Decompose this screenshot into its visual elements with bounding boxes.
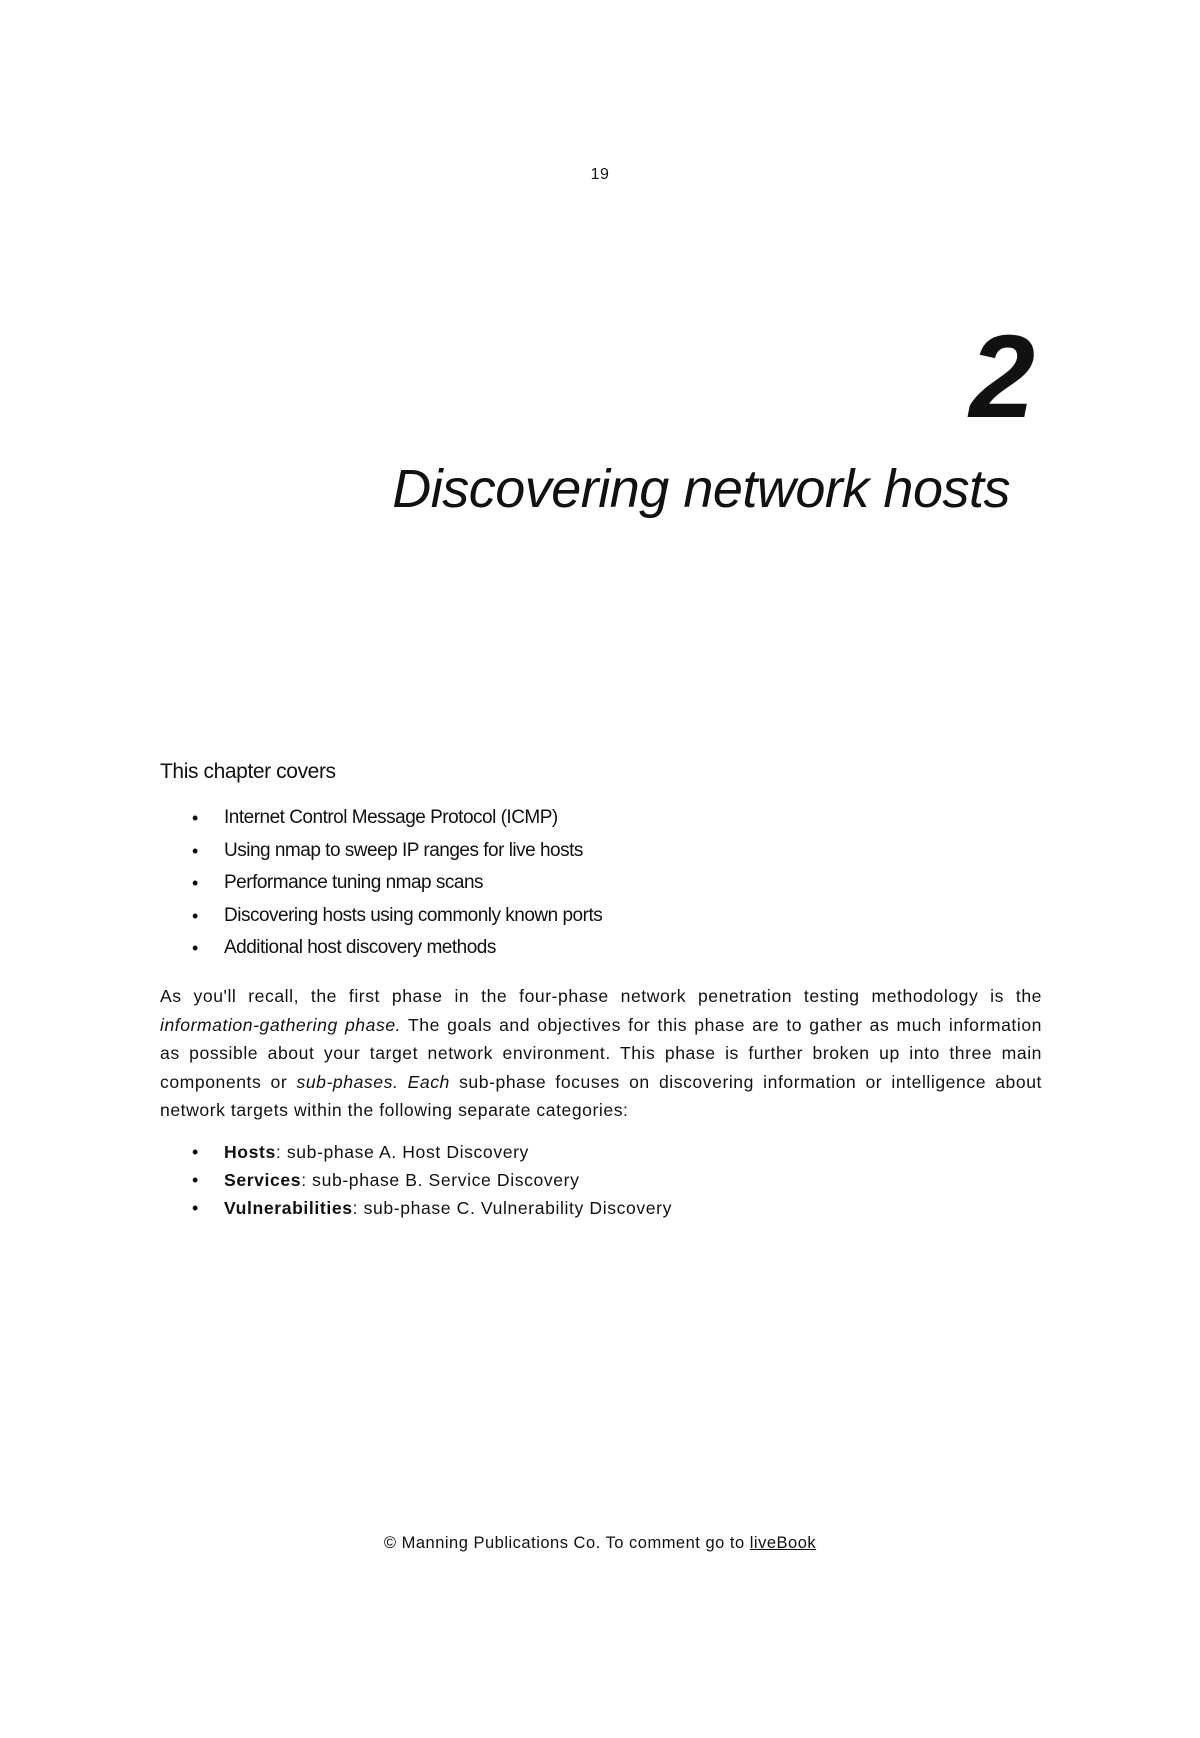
page-footer	[0, 1534, 1200, 1553]
category-label: Hosts	[224, 1142, 276, 1162]
bullet-icon: •	[192, 840, 198, 861]
covers-item-text: Additional host discovery methods	[224, 937, 496, 958]
covers-heading: This chapter covers	[160, 760, 336, 783]
chapter-title: Discovering network hosts	[392, 459, 1010, 519]
bullet-icon: •	[192, 905, 198, 926]
covers-list-item	[160, 802, 1040, 835]
bullet-icon: •	[192, 1170, 199, 1190]
intro-paragraph	[160, 982, 1042, 1125]
category-item	[160, 1166, 672, 1194]
paragraph-emphasis: information-gathering phase.	[160, 1014, 402, 1035]
covers-item-text: Discovering hosts using commonly known ports	[224, 904, 603, 926]
category-item	[160, 1138, 672, 1166]
covers-item-text: Performance tuning nmap scans	[224, 872, 484, 893]
chapter-covers-section	[160, 760, 1040, 965]
bullet-icon: •	[192, 938, 198, 958]
paragraph-text: As you'll recall, the first phase in the four-phase network penetration testing methodology is the	[160, 986, 1042, 1006]
paragraph-text: sub-phase focuses on discovering information or intelligence about network targets within the following separate categories:	[160, 1071, 1043, 1121]
livebook-link[interactable]: liveBook	[749, 1534, 817, 1552]
bullet-icon: •	[192, 1198, 199, 1218]
bullet-icon: •	[192, 1142, 199, 1162]
paragraph-emphasis: sub-phases. Each	[296, 1071, 450, 1092]
category-label: Services	[224, 1170, 302, 1190]
category-text: : sub-phase B. Service Discovery	[301, 1170, 580, 1190]
paragraph-text: The goals and objectives for this phase are to gather as much information as possible about your target network environment. This phase is further broken up into three main components or	[160, 1014, 1042, 1092]
category-item	[160, 1194, 672, 1222]
covers-list-item	[160, 835, 1040, 868]
covers-list-item	[160, 900, 1040, 933]
category-text: : sub-phase C. Vulnerability Discovery	[352, 1198, 673, 1218]
covers-item-text: Internet Control Message Protocol (ICMP)	[224, 807, 558, 828]
covers-list-item	[160, 932, 1040, 965]
bullet-icon: •	[192, 808, 198, 828]
covers-item-text: Using nmap to sweep IP ranges for live hosts	[224, 839, 583, 861]
categories-list	[160, 1138, 672, 1222]
footer-text: © Manning Publications Co. To comment go to	[383, 1534, 750, 1552]
bullet-icon: •	[192, 873, 198, 893]
covers-list-item	[160, 867, 1040, 900]
category-text: : sub-phase A. Host Discovery	[275, 1142, 529, 1162]
page-number: 19	[590, 166, 610, 183]
category-label: Vulnerabilities	[224, 1198, 353, 1218]
covers-list	[160, 802, 1040, 965]
chapter-number: 2	[969, 311, 1035, 443]
